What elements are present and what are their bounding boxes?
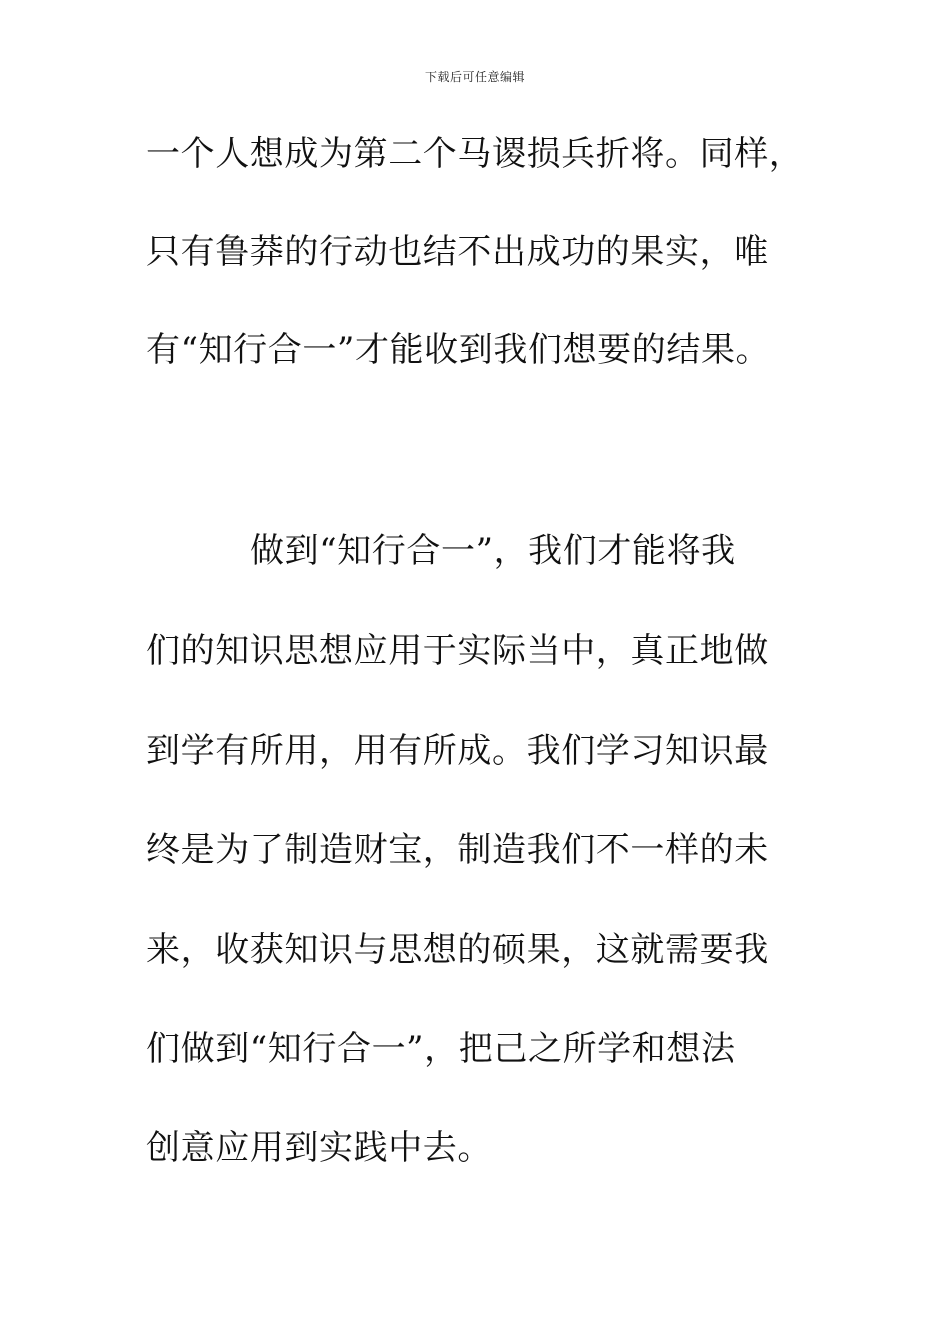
paragraph-line: 做到“知行合一”，我们才能将我 (250, 531, 736, 571)
paragraph-line: 有“知行合一”才能收到我们想要的结果。 (146, 330, 771, 370)
paragraph-line: 们的知识思想应用于实际当中，真正地做 (146, 631, 769, 671)
paragraph-line: 们做到“知行合一”，把己之所学和想法 (146, 1029, 736, 1069)
paragraph-line: 只有鲁莽的行动也结不出成功的果实，唯 (146, 232, 769, 272)
paragraph-line: 到学有所用，用有所成。我们学习知识最 (146, 731, 769, 771)
paragraph-line: 一个人想成为第二个马谡损兵折将。同样， (146, 134, 804, 174)
paragraph-line: 创意应用到实践中去。 (146, 1128, 492, 1168)
download-edit-note: 下载后可任意编辑 (424, 70, 525, 84)
paragraph-line: 终是为了制造财宝，制造我们不一样的未 (146, 830, 769, 870)
paragraph-line: 来，收获知识与思想的硕果，这就需要我 (146, 930, 769, 970)
